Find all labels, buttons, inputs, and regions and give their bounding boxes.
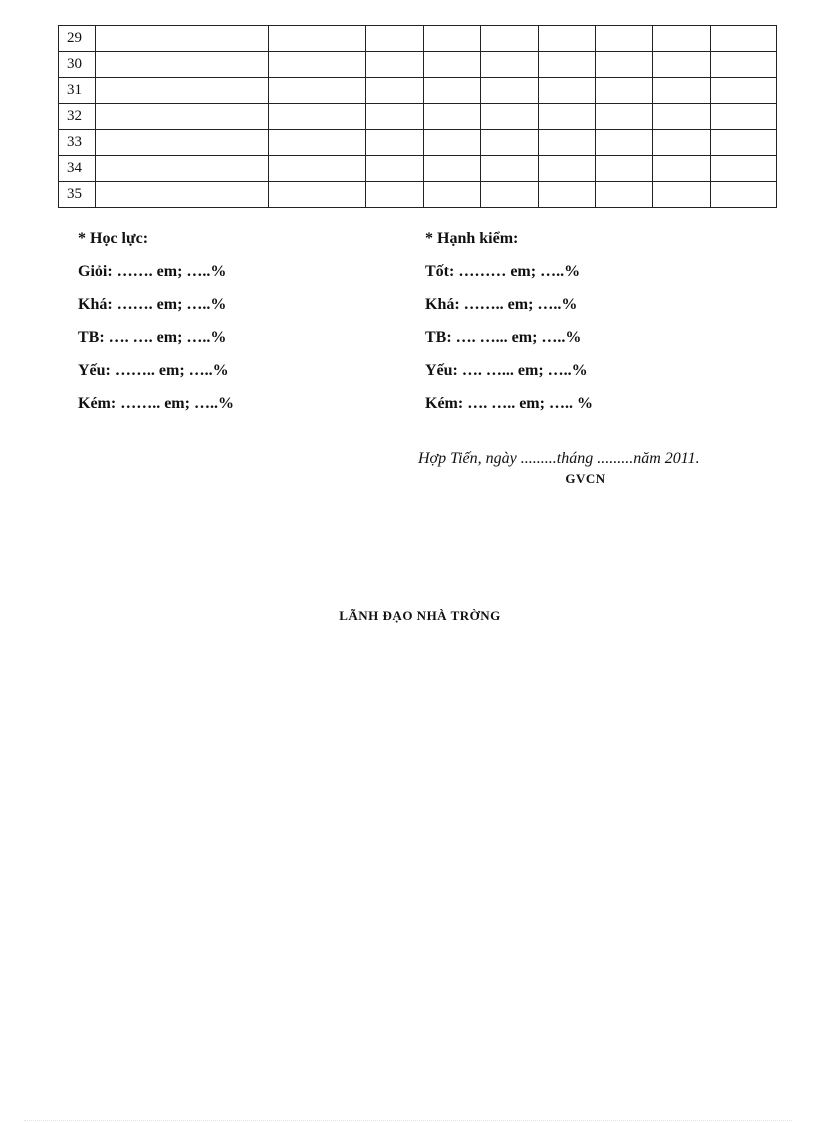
table-cell — [424, 78, 481, 104]
table-cell — [596, 26, 653, 52]
table-cell — [481, 104, 539, 130]
table-cell — [539, 130, 596, 156]
conduct-average: TB: …. …... em; …..% — [425, 329, 582, 346]
table-cell — [96, 156, 269, 182]
table-cell — [596, 182, 653, 208]
table-cell — [424, 182, 481, 208]
table-cell — [424, 130, 481, 156]
academic-excellent: Giỏi: ……. em; …..% — [78, 263, 227, 280]
table-cell — [711, 52, 777, 78]
conduct-excellent: Tốt: ……… em; …..% — [425, 263, 581, 280]
table-cell — [269, 104, 366, 130]
table-cell — [424, 104, 481, 130]
table-row — [59, 182, 777, 208]
conduct-poor: Kém: …. ….. em; ….. % — [425, 395, 593, 412]
table-cell — [96, 52, 269, 78]
academic-summary — [78, 226, 234, 424]
academic-weak: Yếu: …….. em; …..% — [78, 362, 229, 379]
academic-good: Khá: ……. em; …..% — [78, 296, 227, 313]
table-cell — [481, 182, 539, 208]
table-cell — [481, 156, 539, 182]
table-row — [59, 104, 777, 130]
row-number: 30 — [59, 52, 96, 78]
table-cell — [596, 52, 653, 78]
conduct-summary — [425, 226, 593, 424]
table-cell — [539, 156, 596, 182]
table-cell — [366, 78, 424, 104]
conduct-good: Khá: …….. em; …..% — [425, 296, 578, 313]
table-cell — [711, 104, 777, 130]
row-number: 34 — [59, 156, 96, 182]
table-cell — [269, 26, 366, 52]
table-cell — [96, 130, 269, 156]
table-cell — [269, 78, 366, 104]
row-number: 33 — [59, 130, 96, 156]
teacher-signature-block — [418, 448, 763, 488]
row-number: 35 — [59, 182, 96, 208]
table-cell — [269, 52, 366, 78]
table-cell — [481, 26, 539, 52]
table-cell — [653, 182, 711, 208]
academic-heading: * Học lực: — [78, 230, 149, 247]
academic-average: TB: …. …. em; …..% — [78, 329, 227, 346]
table-cell — [653, 26, 711, 52]
table-cell — [711, 26, 777, 52]
table-cell — [539, 26, 596, 52]
table-cell — [539, 104, 596, 130]
table-cell — [96, 26, 269, 52]
conduct-weak: Yếu: …. …... em; …..% — [425, 362, 588, 379]
table-cell — [96, 182, 269, 208]
table-cell — [269, 130, 366, 156]
table-cell — [539, 182, 596, 208]
row-number: 31 — [59, 78, 96, 104]
table-row — [59, 156, 777, 182]
table-row — [59, 130, 777, 156]
table-cell — [424, 26, 481, 52]
table-cell — [96, 104, 269, 130]
table-cell — [366, 156, 424, 182]
table-cell — [481, 130, 539, 156]
table-cell — [366, 52, 424, 78]
row-number: 32 — [59, 104, 96, 130]
date-line: Hợp Tiến, ngày .........tháng .........năm 2011. — [418, 450, 700, 467]
student-grade-table — [58, 25, 777, 208]
table-cell — [481, 78, 539, 104]
table-cell — [269, 156, 366, 182]
table-cell — [424, 52, 481, 78]
row-number: 29 — [59, 26, 96, 52]
table-cell — [269, 182, 366, 208]
table-cell — [653, 104, 711, 130]
table-cell — [596, 104, 653, 130]
table-cell — [366, 182, 424, 208]
table-cell — [366, 26, 424, 52]
table-row — [59, 78, 777, 104]
table-cell — [481, 52, 539, 78]
table-cell — [539, 52, 596, 78]
academic-poor: Kém: …….. em; …..% — [78, 395, 234, 412]
table-cell — [424, 156, 481, 182]
table-cell — [653, 130, 711, 156]
conduct-heading: * Hạnh kiểm: — [425, 230, 519, 247]
table-cell — [366, 130, 424, 156]
teacher-role-label: GVCN — [565, 471, 606, 486]
page-bottom-edge — [24, 1120, 792, 1121]
table-cell — [653, 78, 711, 104]
table-row — [59, 52, 777, 78]
table-cell — [96, 78, 269, 104]
table-cell — [596, 156, 653, 182]
table-cell — [596, 78, 653, 104]
table-cell — [596, 130, 653, 156]
table-cell — [711, 78, 777, 104]
table-cell — [653, 52, 711, 78]
table-cell — [653, 156, 711, 182]
table-cell — [711, 156, 777, 182]
table-row — [59, 26, 777, 52]
table-cell — [711, 182, 777, 208]
table-cell — [366, 104, 424, 130]
school-leadership-label: LÃNH ĐẠO NHÀ TRỜNG — [339, 608, 501, 623]
table-cell — [539, 78, 596, 104]
table-cell — [711, 130, 777, 156]
